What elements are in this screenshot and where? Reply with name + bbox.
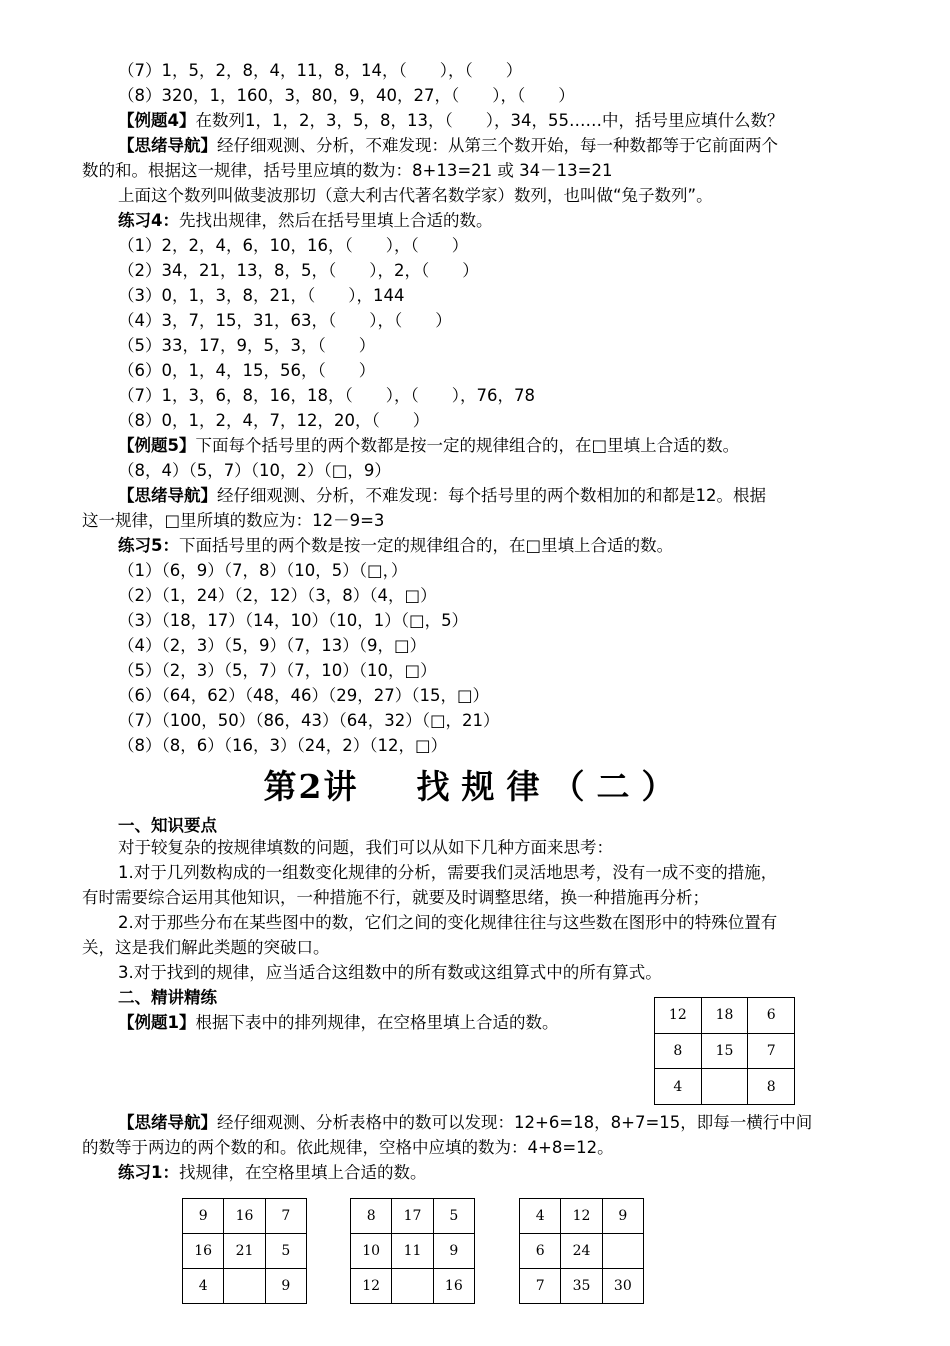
sequence-item-8: （8）320，1，160，3，80，9，40，27，（ ），（ ） bbox=[118, 86, 575, 105]
guide-4-text: 经仔细观测、分析，不难发现：从第三个数开始，每一种数都等于它前面两个 bbox=[217, 136, 778, 155]
example-5-pairs: （8，4）（5，7）（10，2）（□，9） bbox=[118, 461, 391, 480]
practice-5-text: 下面括号里的两个数是按一定的规律组合的，在□里填上合适的数。 bbox=[178, 536, 674, 555]
knowledge-point-3: 3.对于找到的规律，应当适合这组数中的所有数或这组算式中的所有算式。 bbox=[118, 963, 662, 982]
fibonacci-note: 上面这个数列叫做斐波那切（意大利古代著名数学家）数列，也叫做“兔子数列”。 bbox=[118, 186, 713, 205]
table-cell: 11 bbox=[392, 1234, 433, 1269]
table-row bbox=[183, 1269, 307, 1304]
practice-table-c bbox=[519, 1198, 644, 1304]
practice-4-text: 先找出规律，然后在括号里填上合适的数。 bbox=[178, 211, 493, 230]
guide-5-line-2: 这一规律，□里所填的数应为：12－9=3 bbox=[82, 511, 385, 530]
guide-4-line-1 bbox=[118, 135, 778, 157]
knowledge-point-1a: 1.对于几列数构成的一组数变化规律的分析，需要我们灵活地思考，没有一成不变的措施， bbox=[118, 863, 778, 882]
table-cell: 17 bbox=[392, 1199, 433, 1234]
practice-4-tag: 练习4： bbox=[118, 211, 179, 230]
table-cell: 7 bbox=[520, 1269, 561, 1304]
practice-4-item-2: （2）34，21，13，8，5，（ ），2，（ ） bbox=[118, 261, 479, 280]
table-cell: 16 bbox=[183, 1234, 224, 1269]
knowledge-point-2b: 关，这是我们解此类题的突破口。 bbox=[82, 938, 330, 957]
practice-5-item-4: （4）（2，3）（5，9）（7，13）（9，□） bbox=[118, 636, 427, 655]
practice-4-item-5: （5）33，17，9，5，3，（ ） bbox=[118, 336, 376, 355]
table-row bbox=[655, 1033, 795, 1069]
lecture-topic: 找规律（二） bbox=[416, 767, 687, 806]
table-cell: 12 bbox=[655, 998, 702, 1034]
practice-5-item-2: （2）（1，24）（2，12）（3，8）（4，□） bbox=[118, 586, 437, 605]
table-cell: 9 bbox=[602, 1199, 643, 1234]
knowledge-intro: 对于较复杂的按规律填数的问题，我们可以从如下几种方面来思考： bbox=[118, 838, 613, 857]
practice-1-heading bbox=[118, 1162, 426, 1184]
practice-1-tag: 练习1： bbox=[118, 1163, 179, 1182]
table-cell: 18 bbox=[701, 998, 748, 1034]
example-5-text: 下面每个括号里的两个数都是按一定的规律组合的，在□里填上合适的数。 bbox=[195, 436, 740, 455]
guide-1-line-2: 的数等于两边的两个数的和。依此规律，空格中应填的数为：4+8=12。 bbox=[82, 1138, 614, 1157]
guide-5-line-1 bbox=[118, 485, 766, 507]
practice-5-item-5: （5）（2，3）（5，7）（7，10）（10，□） bbox=[118, 661, 437, 680]
table-row bbox=[183, 1199, 307, 1234]
table-cell-blank bbox=[392, 1269, 433, 1304]
table-cell: 7 bbox=[265, 1199, 306, 1234]
sequence-item-7: （7）1，5，2，8，4，11，8，14，（ ），（ ） bbox=[118, 61, 523, 80]
lecture-number: 第2讲 bbox=[263, 767, 359, 806]
knowledge-point-2a: 2.对于那些分布在某些图中的数，它们之间的变化规律往往与这些数在图形中的特殊位置有 bbox=[118, 913, 778, 932]
practice-table-a bbox=[182, 1198, 307, 1304]
table-row bbox=[520, 1234, 644, 1269]
practice-4-item-1: （1）2，2，4，6，10，16，（ ），（ ） bbox=[118, 236, 469, 255]
example-1 bbox=[118, 1012, 558, 1034]
practice-4-heading bbox=[118, 210, 492, 232]
table-cell: 9 bbox=[433, 1234, 474, 1269]
table-cell-blank bbox=[701, 1069, 748, 1105]
guide-5-text: 经仔细观测、分析，不难发现：每个括号里的两个数相加的和都是12。根据 bbox=[217, 486, 766, 505]
table-row bbox=[183, 1234, 307, 1269]
example-1-table bbox=[654, 997, 795, 1105]
table-cell: 8 bbox=[748, 1069, 795, 1105]
practice-4-item-4: （4）3，7，15，31，63，（ ），（ ） bbox=[118, 311, 452, 330]
table-cell: 12 bbox=[561, 1199, 602, 1234]
table-cell: 4 bbox=[183, 1269, 224, 1304]
table-row bbox=[351, 1199, 475, 1234]
table-cell: 9 bbox=[183, 1199, 224, 1234]
guide-4-line-2: 数的和。根据这一规律，括号里应填的数为：8+13=21 或 34－13=21 bbox=[82, 161, 613, 180]
practice-4-item-8: （8）0，1，2，4，7，12，20，（ ） bbox=[118, 411, 430, 430]
practice-5-tag: 练习5： bbox=[118, 536, 179, 555]
table-cell: 15 bbox=[701, 1033, 748, 1069]
table-cell: 16 bbox=[224, 1199, 265, 1234]
table-row bbox=[520, 1269, 644, 1304]
table-cell: 8 bbox=[351, 1199, 392, 1234]
example-5-tag: 【例题5】 bbox=[118, 436, 196, 455]
table-cell: 8 bbox=[655, 1033, 702, 1069]
example-1-text: 根据下表中的排列规律，在空格里填上合适的数。 bbox=[195, 1013, 559, 1032]
table-cell: 7 bbox=[748, 1033, 795, 1069]
guide-4-tag: 【思绪导航】 bbox=[118, 136, 217, 155]
guide-1-tag: 【思绪导航】 bbox=[118, 1113, 217, 1132]
table-cell: 6 bbox=[748, 998, 795, 1034]
table-cell: 16 bbox=[433, 1269, 474, 1304]
table-cell: 24 bbox=[561, 1234, 602, 1269]
table-cell: 4 bbox=[655, 1069, 702, 1105]
example-4 bbox=[118, 110, 783, 132]
practice-5-item-6: （6）（64，62）（48，46）（29，27）（15，□） bbox=[118, 686, 490, 705]
table-row bbox=[351, 1269, 475, 1304]
example-5 bbox=[118, 435, 739, 457]
practice-4-item-6: （6）0，1，4，15，56，（ ） bbox=[118, 361, 376, 380]
example-4-tag: 【例题4】 bbox=[118, 111, 196, 130]
table-cell: 21 bbox=[224, 1234, 265, 1269]
table-cell: 12 bbox=[351, 1269, 392, 1304]
section-heading-knowledge: 一、知识要点 bbox=[118, 816, 217, 835]
table-cell-blank bbox=[224, 1269, 265, 1304]
table-cell: 10 bbox=[351, 1234, 392, 1269]
table-cell: 9 bbox=[265, 1269, 306, 1304]
table-cell: 4 bbox=[520, 1199, 561, 1234]
table-row bbox=[520, 1199, 644, 1234]
table-cell: 5 bbox=[433, 1199, 474, 1234]
guide-1-text: 经仔细观测、分析表格中的数可以发现：12+6=18，8+7=15，即每一横行中间 bbox=[217, 1113, 813, 1132]
guide-5-tag: 【思绪导航】 bbox=[118, 486, 217, 505]
knowledge-point-1b: 有时需要综合运用其他知识，一种措施不行，就要及时调整思绪，换一种措施再分析； bbox=[82, 888, 709, 907]
practice-table-b bbox=[350, 1198, 475, 1304]
table-cell: 6 bbox=[520, 1234, 561, 1269]
example-4-text: 在数列1，1，2，3，5，8，13，（ ），34，55……中，括号里应填什么数？ bbox=[195, 111, 784, 130]
guide-1-line-1 bbox=[118, 1112, 812, 1134]
practice-4-item-3: （3）0，1，3，8，21，（ ），144 bbox=[118, 286, 405, 305]
practice-1-text: 找规律，在空格里填上合适的数。 bbox=[178, 1163, 427, 1182]
practice-4-item-7: （7）1，3，6，8，16，18，（ ），（ ），76，78 bbox=[118, 386, 535, 405]
practice-5-item-7: （7）（100，50）（86，43）（64，32）（□，21） bbox=[118, 711, 500, 730]
table-cell: 30 bbox=[602, 1269, 643, 1304]
lecture-title bbox=[0, 764, 950, 810]
table-cell: 5 bbox=[265, 1234, 306, 1269]
practice-5-item-3: （3）（18，17）（14，10）（10，1）（□，5） bbox=[118, 611, 469, 630]
practice-5-item-8: （8）（8，6）（16，3）（24，2）（12，□） bbox=[118, 736, 448, 755]
table-row bbox=[655, 998, 795, 1034]
practice-5-item-1: （1）（6，9）（7，8）（10，5）（□，） bbox=[118, 561, 408, 580]
section-heading-practice: 二、精讲精练 bbox=[118, 988, 217, 1007]
table-row bbox=[655, 1069, 795, 1105]
table-row bbox=[351, 1234, 475, 1269]
practice-5-heading bbox=[118, 535, 673, 557]
example-1-tag: 【例题1】 bbox=[118, 1013, 196, 1032]
table-cell: 35 bbox=[561, 1269, 602, 1304]
table-cell-blank bbox=[602, 1234, 643, 1269]
